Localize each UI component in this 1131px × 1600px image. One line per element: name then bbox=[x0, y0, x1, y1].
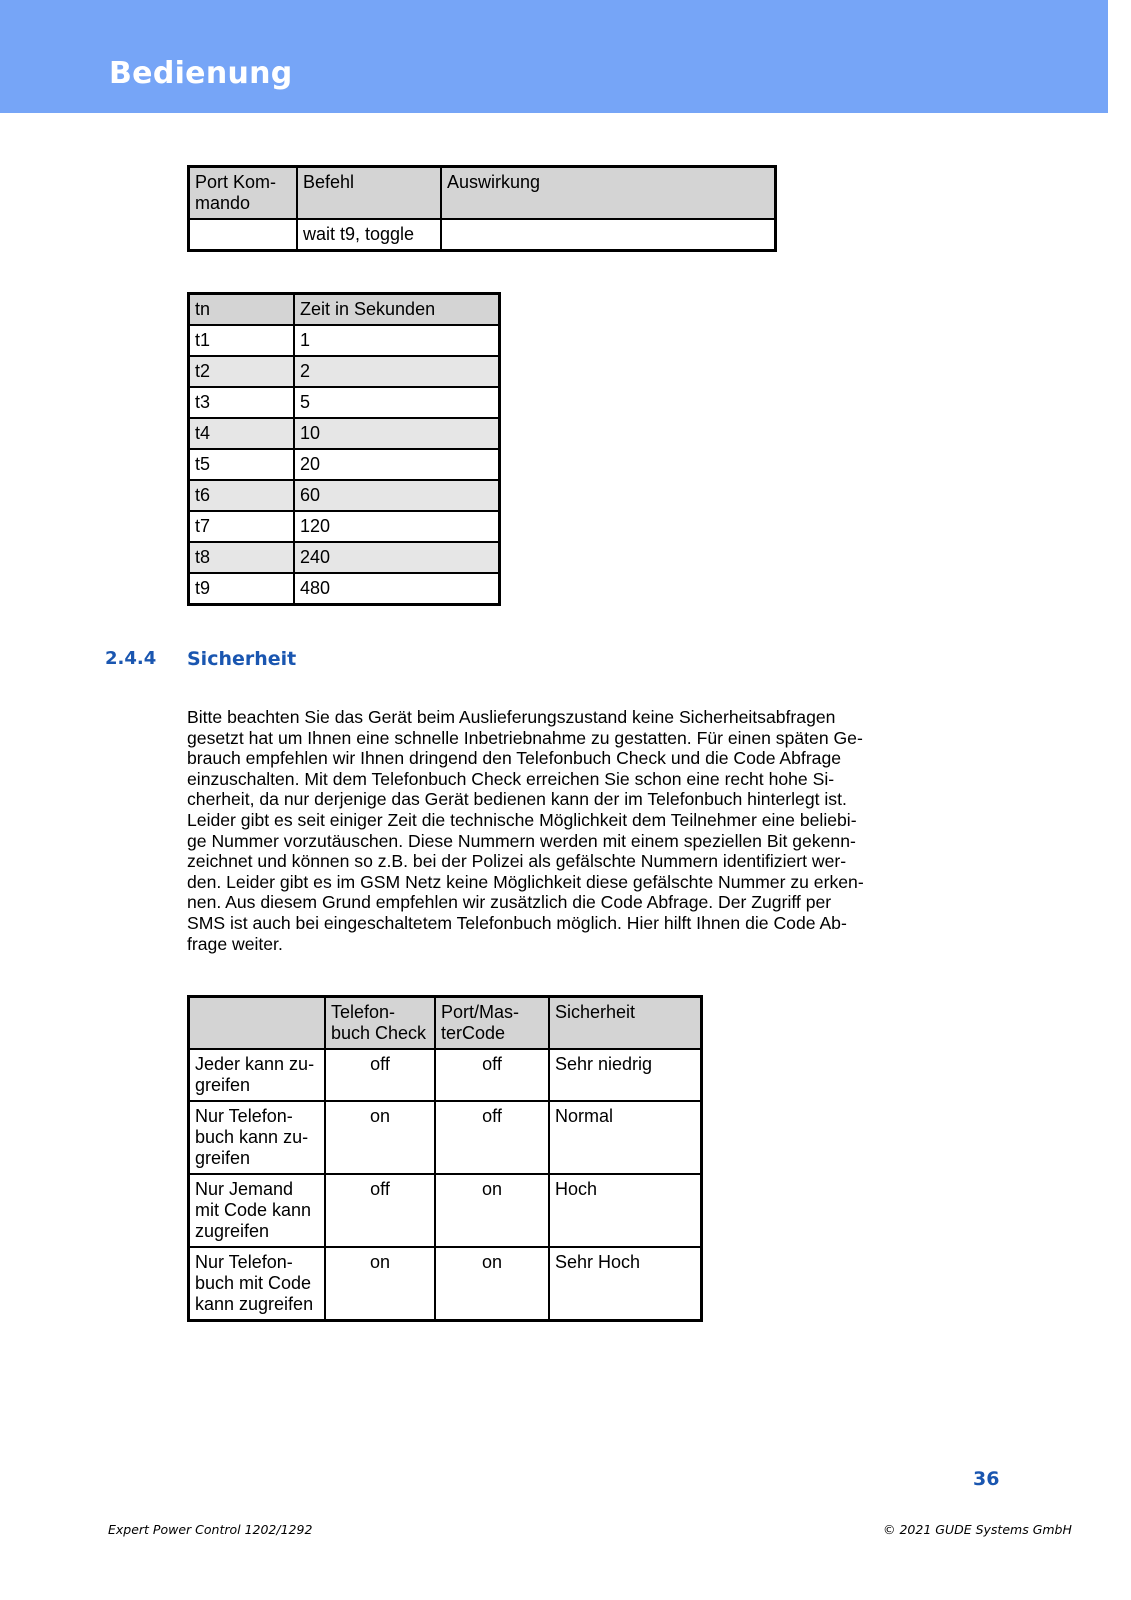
table-cell: t1 bbox=[189, 325, 295, 356]
body-paragraph bbox=[187, 707, 907, 954]
table-cell: 10 bbox=[294, 418, 500, 449]
table-cell: Hoch bbox=[549, 1174, 702, 1247]
header-cell-auswirkung: Auswirkung bbox=[441, 167, 776, 220]
section-title: Sicherheit bbox=[187, 648, 297, 670]
header-cell-telefonbuch-check: Telefon- buch Check bbox=[325, 997, 435, 1050]
table-cell: 1 bbox=[294, 325, 500, 356]
table-cell: Nur Jemand mit Code kann zugreifen bbox=[189, 1174, 326, 1247]
table-row bbox=[189, 1174, 702, 1247]
table-cell: t9 bbox=[189, 573, 295, 605]
table-cell: t6 bbox=[189, 480, 295, 511]
table-cell: t8 bbox=[189, 542, 295, 573]
table-cell: Normal bbox=[549, 1101, 702, 1174]
table-cell: 20 bbox=[294, 449, 500, 480]
paragraph-line: gesetzt hat um Ihnen eine schnelle Inbetriebnahme zu gestatten. Für einen späten Ge- bbox=[187, 727, 863, 748]
section-number: 2.4.4 bbox=[105, 648, 157, 669]
table-row bbox=[189, 480, 500, 511]
table-cell bbox=[441, 219, 776, 251]
header-cell-zeit: Zeit in Sekunden bbox=[294, 294, 500, 326]
table-cell bbox=[189, 219, 298, 251]
table-row bbox=[189, 387, 500, 418]
security-table bbox=[187, 995, 703, 1322]
page-number: 36 bbox=[973, 1468, 1000, 1490]
table-cell: 2 bbox=[294, 356, 500, 387]
table-cell: t3 bbox=[189, 387, 295, 418]
footer-product-name: Expert Power Control 1202/1292 bbox=[108, 1522, 313, 1537]
table-cell: Nur Telefon- buch mit Code kann zugreifen bbox=[189, 1247, 326, 1321]
paragraph-line: den. Leider gibt es im GSM Netz keine Möglichkeit diese gefälschte Nummer zu erken- bbox=[187, 871, 864, 892]
header-cell-tn: tn bbox=[189, 294, 295, 326]
table-row bbox=[189, 1247, 702, 1321]
paragraph-line: nen. Aus diesem Grund empfehlen wir zusätzlich die Code Abfrage. Der Zugriff per bbox=[187, 892, 832, 913]
table-cell: Sehr Hoch bbox=[549, 1247, 702, 1321]
port-command-table bbox=[187, 165, 777, 252]
page-title: Bedienung bbox=[109, 56, 293, 91]
paragraph-line: ge Nummer vorzutäuschen. Diese Nummern werden mit einem speziellen Bit gekenn- bbox=[187, 830, 856, 851]
table-cell: off bbox=[325, 1049, 435, 1101]
table-cell: off bbox=[435, 1049, 549, 1101]
table-header-row bbox=[189, 997, 702, 1050]
time-table bbox=[187, 292, 501, 606]
table-cell: Sehr niedrig bbox=[549, 1049, 702, 1101]
paragraph-line: Bitte beachten Sie das Gerät beim Auslieferungszustand keine Sicherheitsabfragen bbox=[187, 707, 836, 727]
footer-copyright: © 2021 GUDE Systems GmbH bbox=[883, 1522, 1072, 1537]
header-cell-befehl: Befehl bbox=[297, 167, 441, 220]
table-cell: 120 bbox=[294, 511, 500, 542]
table-cell: t4 bbox=[189, 418, 295, 449]
table-row bbox=[189, 219, 776, 251]
table-cell: 240 bbox=[294, 542, 500, 573]
paragraph-line: cherheit, da nur derjenige das Gerät bedienen kann der im Telefonbuch hinterlegt ist. bbox=[187, 789, 847, 810]
table-row bbox=[189, 573, 500, 605]
table-cell: 5 bbox=[294, 387, 500, 418]
table-cell: t7 bbox=[189, 511, 295, 542]
table-cell: off bbox=[435, 1101, 549, 1174]
paragraph-line: zeichnet und können so z.B. bei der Polizei als gefälschte Nummern identifiziert wer- bbox=[187, 851, 847, 872]
table-header-row bbox=[189, 167, 776, 220]
table-cell: Jeder kann zu- greifen bbox=[189, 1049, 326, 1101]
table-cell: on bbox=[435, 1174, 549, 1247]
table-row bbox=[189, 511, 500, 542]
paragraph-line: SMS ist auch bei eingeschaltetem Telefonbuch möglich. Hier hilft Ihnen die Code Ab- bbox=[187, 912, 847, 933]
table-row bbox=[189, 1101, 702, 1174]
table-row bbox=[189, 449, 500, 480]
table-cell: t2 bbox=[189, 356, 295, 387]
table-cell: on bbox=[325, 1101, 435, 1174]
paragraph-line: einzuschalten. Mit dem Telefonbuch Check erreichen Sie schon eine recht hohe Si- bbox=[187, 768, 835, 789]
table-row bbox=[189, 542, 500, 573]
table-row bbox=[189, 325, 500, 356]
table-row bbox=[189, 356, 500, 387]
header-cell-sicherheit: Sicherheit bbox=[549, 997, 702, 1050]
paragraph-line: frage weiter. bbox=[187, 933, 283, 954]
paragraph-line: brauch empfehlen wir Ihnen dringend den Telefonbuch Check und die Code Abfrage bbox=[187, 748, 842, 769]
table-cell: on bbox=[325, 1247, 435, 1321]
paragraph-line: Leider gibt es seit einiger Zeit die technische Möglichkeit dem Teilnehmer eine beliebi- bbox=[187, 809, 857, 830]
table-row bbox=[189, 418, 500, 449]
table-header-row bbox=[189, 294, 500, 326]
table-cell: 480 bbox=[294, 573, 500, 605]
header-cell-port-kommando: Port Kom- mando bbox=[189, 167, 298, 220]
table-cell: Nur Telefon- buch kann zu- greifen bbox=[189, 1101, 326, 1174]
table-cell: on bbox=[435, 1247, 549, 1321]
table-row bbox=[189, 1049, 702, 1101]
header-cell-empty bbox=[189, 997, 326, 1050]
table-cell: 60 bbox=[294, 480, 500, 511]
header-cell-port-mastercode: Port/Mas- terCode bbox=[435, 997, 549, 1050]
table-cell: t5 bbox=[189, 449, 295, 480]
table-cell: off bbox=[325, 1174, 435, 1247]
table-cell: wait t9, toggle bbox=[297, 219, 441, 251]
